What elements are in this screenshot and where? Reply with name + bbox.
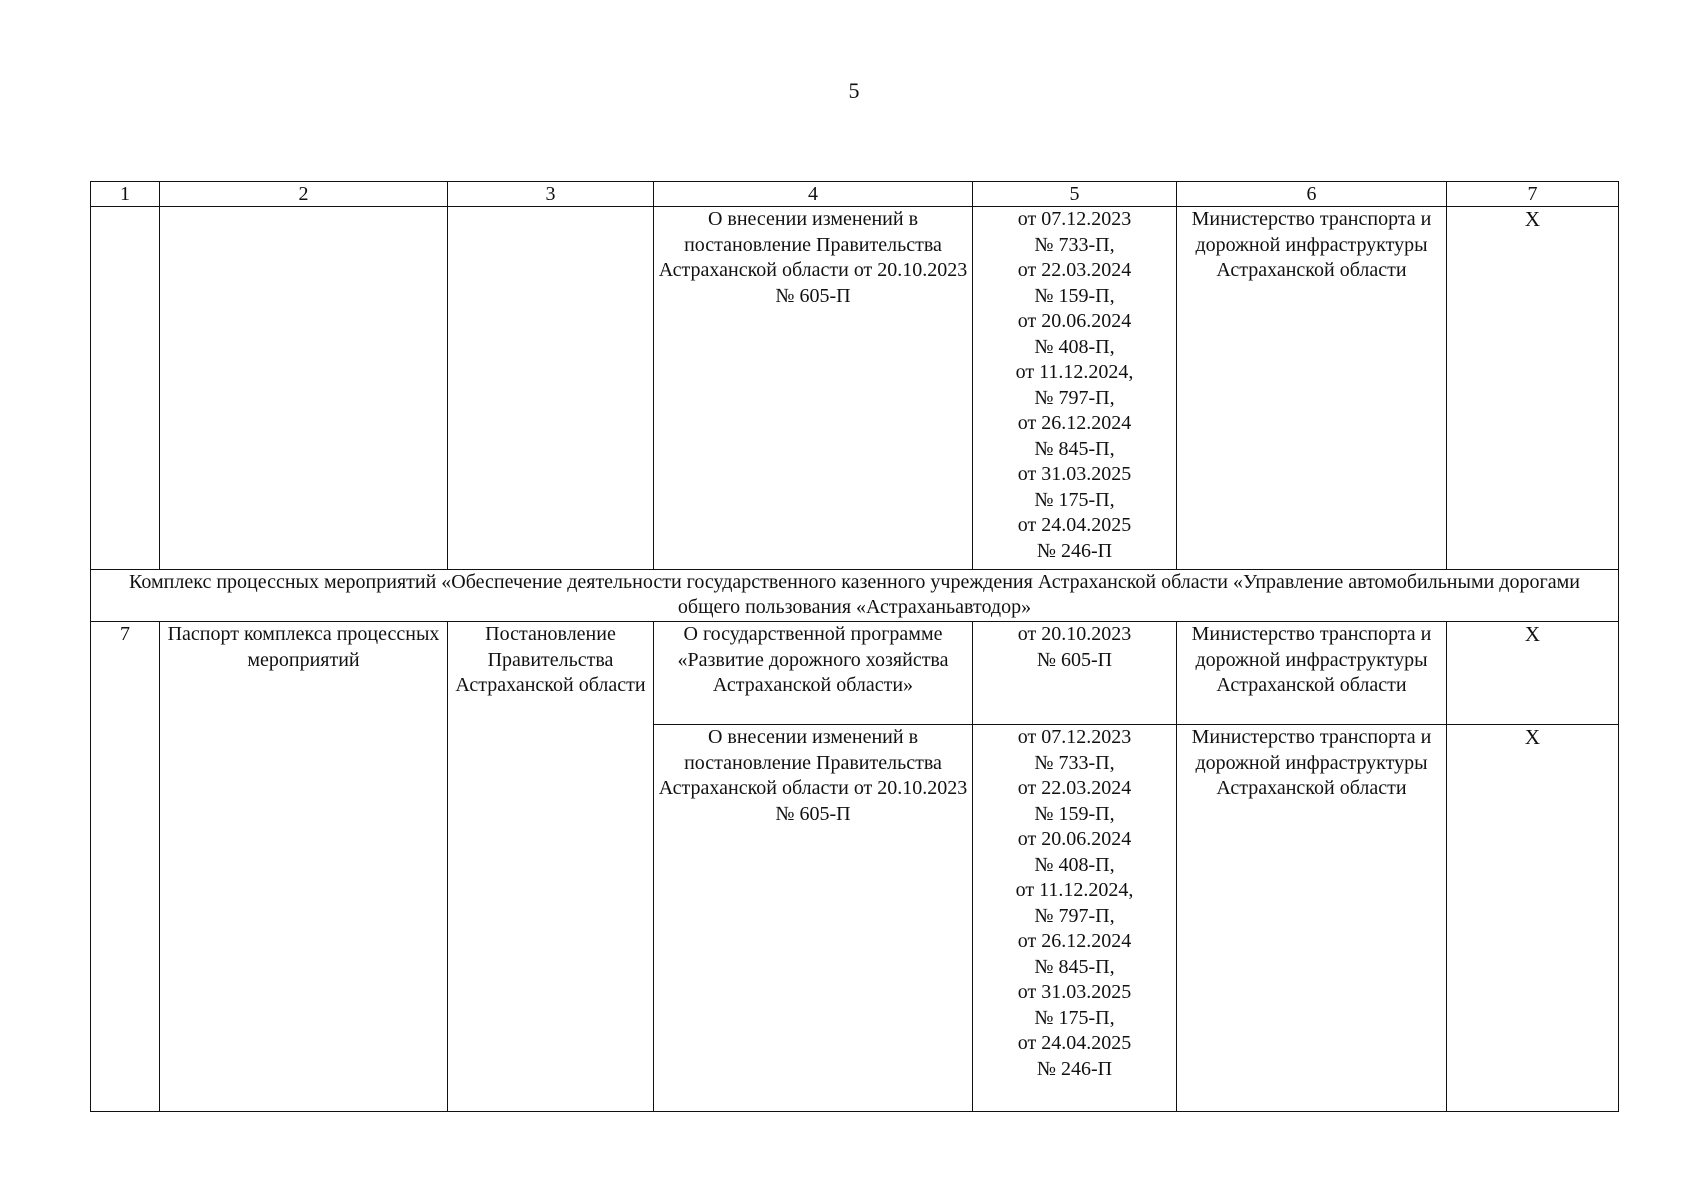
date-line: от 07.12.2023: [1017, 726, 1132, 748]
date-line: № 797-П,: [1034, 904, 1115, 927]
mark-cell: Х: [1447, 622, 1619, 725]
section-row: [91, 570, 1619, 622]
date-line: № 246-П: [1036, 1057, 1113, 1080]
act-type-cell: Постановление Правительства Астраханской области: [448, 622, 654, 1112]
act-dates-cell: [973, 207, 1177, 570]
act-title-cell: О внесении изменений в постановление Правительства Астраханской области от 20.10.2023 № 605-П: [654, 207, 973, 570]
date-line: от 24.04.2025: [1017, 1032, 1132, 1054]
column-number: 5: [973, 182, 1177, 207]
date-line: № 797-П,: [1034, 386, 1115, 409]
responsible-body-cell: Министерство транспорта и дорожной инфраструктуры Астраханской области: [1177, 725, 1447, 1112]
act-title-cell: О государственной программе «Развитие дорожного хозяйства Астраханской области»: [654, 622, 973, 725]
act-dates-cell: [973, 622, 1177, 725]
page-number: 5: [848, 78, 860, 103]
table-row: [91, 622, 1619, 725]
act-title-cell: О внесении изменений в постановление Правительства Астраханской области от 20.10.2023 № 605-П: [654, 725, 973, 1112]
mark-cell: Х: [1447, 725, 1619, 1112]
date-line: от 22.03.2024: [1017, 259, 1132, 281]
date-line: № 733-П,: [1034, 751, 1115, 774]
date-line: № 733-П,: [1034, 233, 1115, 256]
date-line: № 408-П,: [1034, 853, 1115, 876]
document-table: [90, 181, 1619, 1112]
date-line: № 605-П: [1036, 648, 1113, 671]
date-line: № 175-П,: [1034, 488, 1115, 511]
date-line: № 845-П,: [1034, 955, 1115, 978]
column-number: 7: [1447, 182, 1619, 207]
date-line: от 20.06.2024: [1017, 310, 1132, 332]
column-number: 2: [160, 182, 448, 207]
column-number: 3: [448, 182, 654, 207]
column-number: 4: [654, 182, 973, 207]
responsible-body-cell: Министерство транспорта и дорожной инфраструктуры Астраханской области: [1177, 207, 1447, 570]
row-number-cell: 7: [91, 622, 160, 1112]
date-line: от 26.12.2024: [1017, 930, 1132, 952]
date-line: № 159-П,: [1034, 284, 1115, 307]
date-line: № 159-П,: [1034, 802, 1115, 825]
date-line: от 11.12.2024,: [1015, 879, 1134, 901]
date-line: от 20.06.2024: [1017, 828, 1132, 850]
column-number: 6: [1177, 182, 1447, 207]
table-row: [91, 207, 1619, 570]
date-line: от 31.03.2025: [1017, 981, 1132, 1003]
date-line: от 31.03.2025: [1017, 463, 1132, 485]
date-line: от 20.10.2023: [1017, 623, 1132, 645]
column-number-row: [91, 182, 1619, 207]
date-line: № 246-П: [1036, 539, 1113, 562]
date-line: от 26.12.2024: [1017, 412, 1132, 434]
section-title: Комплекс процессных мероприятий «Обеспечение деятельности государственного казенного учреждения Астраханской области «Управление автомобильными дорогами общего пользования «Астраханьавтодор»: [91, 570, 1619, 622]
date-line: № 175-П,: [1034, 1006, 1115, 1029]
document-type-cell: Паспорт комплекса процессных мероприятий: [160, 622, 448, 1112]
date-line: № 845-П,: [1034, 437, 1115, 460]
document-type-cell: [160, 207, 448, 570]
row-number-cell: [91, 207, 160, 570]
date-line: № 408-П,: [1034, 335, 1115, 358]
mark-cell: Х: [1447, 207, 1619, 570]
date-line: от 07.12.2023: [1017, 208, 1132, 230]
act-type-cell: [448, 207, 654, 570]
column-number: 1: [91, 182, 160, 207]
date-line: от 24.04.2025: [1017, 514, 1132, 536]
date-line: от 22.03.2024: [1017, 777, 1132, 799]
responsible-body-cell: Министерство транспорта и дорожной инфраструктуры Астраханской области: [1177, 622, 1447, 725]
date-line: от 11.12.2024,: [1015, 361, 1134, 383]
act-dates-cell: [973, 725, 1177, 1112]
